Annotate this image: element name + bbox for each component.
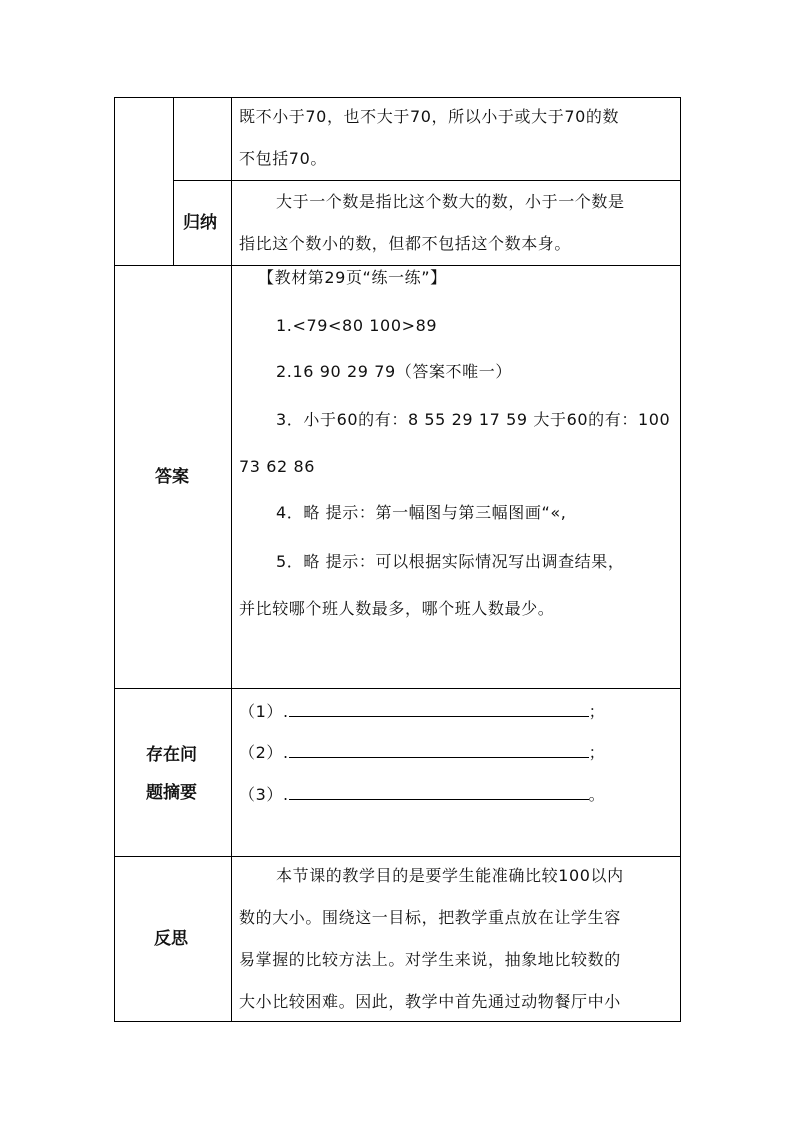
- table-border-bottom: [114, 1021, 681, 1022]
- problems-label-line1: 存在问: [146, 745, 197, 765]
- problem-item-end: 。: [588, 785, 606, 804]
- problem-item-end: ；: [588, 702, 606, 721]
- answer-label: 答案: [155, 467, 189, 487]
- summary-text-line2: 指比这个数小的数，但都不包括这个数本身。: [239, 234, 572, 253]
- table-border-left: [114, 97, 115, 1022]
- problem-item-number: （1）.: [239, 702, 289, 721]
- row1-text-line2: 不包括70。: [239, 149, 327, 168]
- answer-line: 5．略 提示：可以根据实际情况写出调查结果，: [276, 552, 625, 571]
- reflection-line: 大小比较困难。因此，教学中首先通过动物餐厅中小: [239, 992, 621, 1011]
- table-border-top: [114, 97, 681, 98]
- problem-item-end: ；: [588, 743, 606, 762]
- problems-label-line2: 题摘要: [146, 783, 197, 803]
- answer-line: 并比较哪个班人数最多，哪个班人数最少。: [239, 599, 555, 618]
- reflection-line: 易掌握的比较方法上。对学生来说，抽象地比较数的: [239, 950, 621, 969]
- problem-item-blank[interactable]: [289, 702, 589, 717]
- answer-line: 【教材第29页“练一练”】: [258, 268, 447, 287]
- problem-item-1: [239, 702, 605, 722]
- reflection-line: 数的大小。围绕这一目标，把教学重点放在让学生容: [239, 908, 621, 927]
- content-col-divider: [231, 97, 232, 1022]
- row-divider-1: [173, 180, 681, 181]
- inner-col-divider: [173, 97, 174, 265]
- row-divider-3: [114, 688, 681, 689]
- answer-line: 1.<79<80 100>89: [276, 316, 438, 335]
- problem-item-3: [239, 785, 605, 805]
- summary-text-line1: 大于一个数是指比这个数大的数，小于一个数是: [276, 192, 625, 211]
- reflection-label: 反思: [154, 929, 188, 949]
- summary-label: 归纳: [183, 213, 217, 233]
- row-divider-2: [114, 265, 681, 266]
- answer-line: 4．略 提示：第一幅图与第三幅图画“«,: [276, 503, 567, 522]
- answer-line: 3．小于60的有：8 55 29 17 59 大于60的有：100: [276, 410, 671, 429]
- row-divider-4: [114, 856, 681, 857]
- problem-item-2: [239, 743, 605, 763]
- problem-item-blank[interactable]: [289, 743, 589, 758]
- problem-item-number: （2）.: [239, 743, 289, 762]
- table-border-right: [680, 97, 681, 1022]
- problem-item-blank[interactable]: [289, 785, 589, 800]
- row1-text-line1: 既不小于70，也不大于70，所以小于或大于70的数: [239, 107, 620, 126]
- problem-item-number: （3）.: [239, 785, 289, 804]
- answer-line: 2.16 90 29 79（答案不唯一）: [276, 362, 512, 381]
- answer-line: 73 62 86: [239, 457, 316, 476]
- reflection-line: 本节课的教学目的是要学生能准确比较100以内: [276, 866, 624, 885]
